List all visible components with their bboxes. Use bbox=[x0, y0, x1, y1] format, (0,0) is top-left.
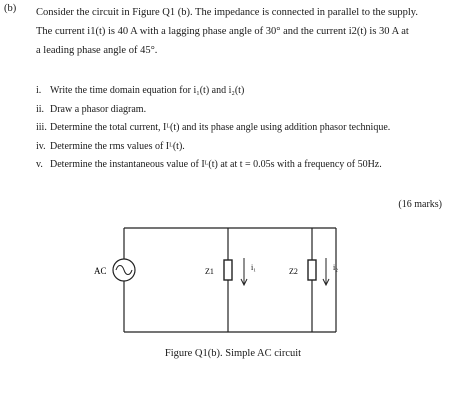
marks-label: (16 marks) bbox=[398, 199, 442, 210]
ac-label: AC bbox=[94, 266, 107, 276]
i2-label: i₂ bbox=[333, 263, 339, 272]
question-label: (b) bbox=[4, 3, 17, 14]
intro-line-2: The current i1(t) is 40 A with a lagging phase angle of 30° and the current i2(t) is 30 A at bbox=[36, 26, 409, 37]
part-item: v. Determine the instantaneous value of Iᴸ(t) at at t = 0.05s with a frequency of 50Hz. bbox=[36, 159, 382, 170]
part-item: ii. Draw a phasor diagram. bbox=[36, 103, 147, 115]
i2-arrow-icon bbox=[323, 258, 329, 285]
part-item: i. Write the time domain equation for i₁(t) and i₂(t) bbox=[36, 85, 245, 96]
intro-line-1: Consider the circuit in Figure Q1 (b). The impedance is connected in parallel to the supply. bbox=[36, 7, 418, 18]
intro-line-3: a leading phase angle of 45°. bbox=[36, 45, 158, 56]
z2-label: Z2 bbox=[289, 267, 298, 276]
i1-arrow-icon bbox=[241, 258, 247, 285]
i1-label: i₁ bbox=[251, 263, 257, 272]
z1-label: Z1 bbox=[205, 267, 214, 276]
z2-impedance-icon bbox=[308, 260, 316, 280]
z1-impedance-icon bbox=[224, 260, 232, 280]
figure-caption: Figure Q1(b). Simple AC circuit bbox=[164, 348, 302, 359]
ac-source-icon bbox=[113, 259, 135, 281]
part-item: iv. Determine the rms values of Iᴸ(t). bbox=[36, 140, 185, 152]
part-item: iii. Determine the total current, Iᴸ(t) and its phase angle using addition phasor technique. bbox=[36, 122, 391, 133]
